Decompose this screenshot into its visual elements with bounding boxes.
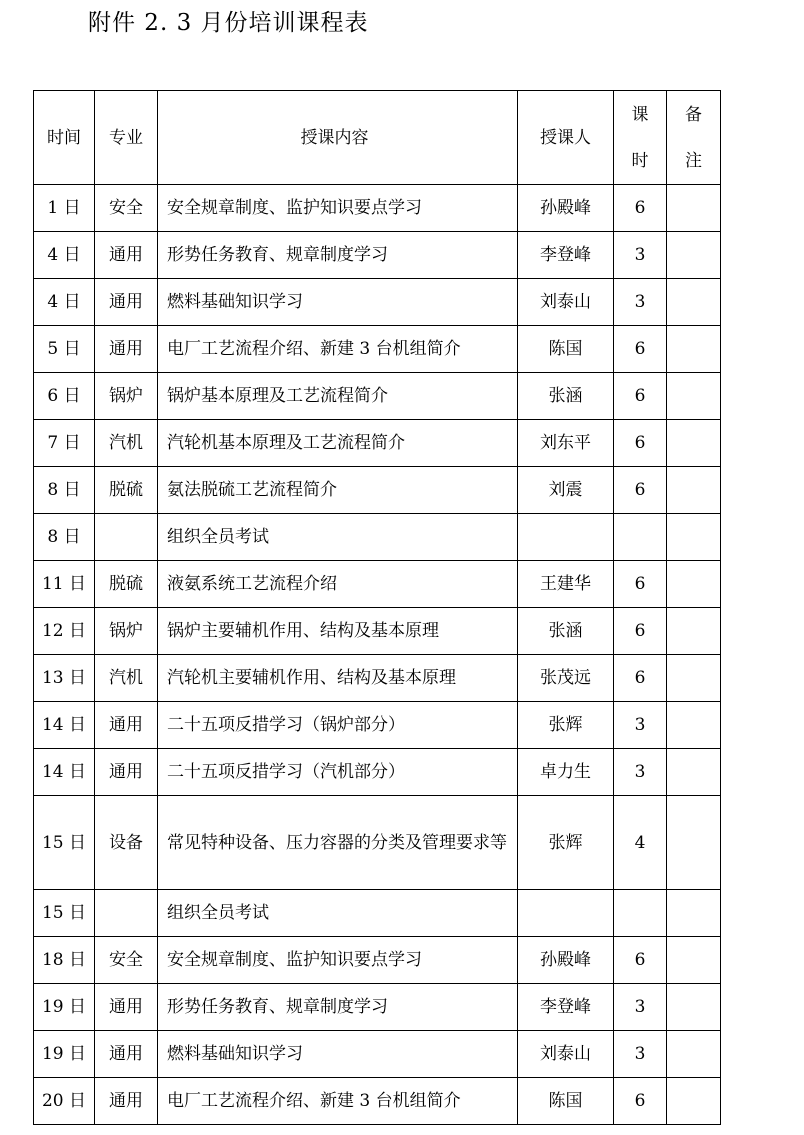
cell-time: 13 日	[34, 655, 95, 702]
cell-teacher: 陈国	[518, 1078, 614, 1125]
cell-major: 通用	[95, 279, 158, 326]
cell-content: 燃料基础知识学习	[158, 1031, 518, 1078]
cell-major	[95, 514, 158, 561]
cell-major: 安全	[95, 937, 158, 984]
cell-content: 形势任务教育、规章制度学习	[158, 232, 518, 279]
cell-teacher: 张辉	[518, 796, 614, 890]
cell-content: 氨法脱硫工艺流程简介	[158, 467, 518, 514]
cell-hours	[614, 514, 667, 561]
cell-teacher: 刘泰山	[518, 279, 614, 326]
cell-content: 组织全员考试	[158, 890, 518, 937]
cell-teacher: 孙殿峰	[518, 185, 614, 232]
cell-remark	[667, 514, 721, 561]
cell-time: 1 日	[34, 185, 95, 232]
cell-remark	[667, 467, 721, 514]
cell-remark	[667, 561, 721, 608]
cell-teacher	[518, 890, 614, 937]
cell-time: 11 日	[34, 561, 95, 608]
header-major: 专业	[95, 91, 158, 185]
cell-major: 设备	[95, 796, 158, 890]
cell-remark	[667, 890, 721, 937]
header-hours	[614, 91, 667, 185]
cell-hours: 6	[614, 467, 667, 514]
cell-teacher: 李登峰	[518, 232, 614, 279]
cell-major: 脱硫	[95, 467, 158, 514]
cell-major: 通用	[95, 232, 158, 279]
table-row	[34, 890, 721, 937]
cell-hours: 3	[614, 1031, 667, 1078]
table-row	[34, 984, 721, 1031]
cell-remark	[667, 1031, 721, 1078]
cell-teacher: 刘东平	[518, 420, 614, 467]
cell-major	[95, 890, 158, 937]
header-remark	[667, 91, 721, 185]
cell-time: 4 日	[34, 279, 95, 326]
cell-major: 安全	[95, 185, 158, 232]
cell-remark	[667, 1078, 721, 1125]
cell-teacher	[518, 514, 614, 561]
table-row	[34, 1078, 721, 1125]
cell-content: 安全规章制度、监护知识要点学习	[158, 937, 518, 984]
header-content: 授课内容	[158, 91, 518, 185]
header-hours-line-1: 课	[631, 104, 649, 125]
cell-content: 形势任务教育、规章制度学习	[158, 984, 518, 1031]
training-schedule-table	[33, 90, 721, 1125]
cell-time: 15 日	[34, 890, 95, 937]
cell-hours: 6	[614, 420, 667, 467]
cell-content	[158, 796, 518, 890]
cell-time: 14 日	[34, 702, 95, 749]
cell-hours: 6	[614, 326, 667, 373]
cell-teacher: 张涵	[518, 608, 614, 655]
cell-teacher: 刘泰山	[518, 1031, 614, 1078]
cell-major: 通用	[95, 326, 158, 373]
document-title: 附件 2. 3 月份培训课程表	[88, 10, 369, 36]
header-remark-line-2: 注	[685, 150, 702, 171]
header-teacher: 授课人	[518, 91, 614, 185]
cell-major: 汽机	[95, 420, 158, 467]
cell-content: 汽轮机主要辅机作用、结构及基本原理	[158, 655, 518, 702]
cell-remark	[667, 749, 721, 796]
cell-remark	[667, 937, 721, 984]
cell-remark	[667, 702, 721, 749]
cell-remark	[667, 796, 721, 890]
cell-content: 燃料基础知识学习	[158, 279, 518, 326]
cell-major: 锅炉	[95, 608, 158, 655]
cell-hours: 3	[614, 984, 667, 1031]
cell-teacher: 陈国	[518, 326, 614, 373]
cell-major: 通用	[95, 702, 158, 749]
cell-remark	[667, 608, 721, 655]
cell-remark	[667, 279, 721, 326]
cell-hours: 3	[614, 232, 667, 279]
cell-content: 组织全员考试	[158, 514, 518, 561]
table-row	[34, 514, 721, 561]
cell-hours	[614, 890, 667, 937]
cell-major: 通用	[95, 1031, 158, 1078]
table-row	[34, 749, 721, 796]
cell-time: 4 日	[34, 232, 95, 279]
cell-content: 电厂工艺流程介绍、新建 3 台机组简介	[158, 1078, 518, 1125]
cell-hours: 4	[614, 796, 667, 890]
cell-remark	[667, 373, 721, 420]
cell-hours: 6	[614, 373, 667, 420]
cell-time: 8 日	[34, 467, 95, 514]
table-row	[34, 232, 721, 279]
header-time: 时间	[34, 91, 95, 185]
cell-content: 汽轮机基本原理及工艺流程简介	[158, 420, 518, 467]
table-row	[34, 420, 721, 467]
cell-content: 安全规章制度、监护知识要点学习	[158, 185, 518, 232]
cell-teacher: 刘震	[518, 467, 614, 514]
cell-teacher: 王建华	[518, 561, 614, 608]
table-row	[34, 279, 721, 326]
cell-time: 6 日	[34, 373, 95, 420]
cell-hours: 3	[614, 702, 667, 749]
cell-teacher: 张辉	[518, 702, 614, 749]
table-body	[34, 185, 721, 1125]
table-row	[34, 373, 721, 420]
cell-major: 锅炉	[95, 373, 158, 420]
cell-remark	[667, 326, 721, 373]
cell-teacher: 孙殿峰	[518, 937, 614, 984]
cell-time: 19 日	[34, 984, 95, 1031]
cell-remark	[667, 232, 721, 279]
cell-time: 14 日	[34, 749, 95, 796]
cell-major: 通用	[95, 1078, 158, 1125]
cell-content: 锅炉主要辅机作用、结构及基本原理	[158, 608, 518, 655]
table-row	[34, 937, 721, 984]
table-row	[34, 561, 721, 608]
table-row	[34, 702, 721, 749]
cell-content: 液氨系统工艺流程介绍	[158, 561, 518, 608]
cell-time: 20 日	[34, 1078, 95, 1125]
cell-teacher: 张茂远	[518, 655, 614, 702]
cell-major: 汽机	[95, 655, 158, 702]
cell-teacher: 张涵	[518, 373, 614, 420]
cell-hours: 3	[614, 749, 667, 796]
cell-remark	[667, 420, 721, 467]
cell-time: 7 日	[34, 420, 95, 467]
cell-major: 脱硫	[95, 561, 158, 608]
cell-content: 二十五项反措学习（锅炉部分）	[158, 702, 518, 749]
table-row	[34, 1031, 721, 1078]
cell-time: 15 日	[34, 796, 95, 890]
table-row	[34, 796, 721, 890]
table-row	[34, 326, 721, 373]
cell-remark	[667, 655, 721, 702]
table-row	[34, 467, 721, 514]
cell-remark	[667, 984, 721, 1031]
table-header-row	[34, 91, 721, 185]
cell-content: 锅炉基本原理及工艺流程简介	[158, 373, 518, 420]
cell-teacher: 卓力生	[518, 749, 614, 796]
cell-hours: 6	[614, 655, 667, 702]
table-row	[34, 608, 721, 655]
cell-time: 19 日	[34, 1031, 95, 1078]
cell-content-text: 常见特种设备、压力容器的分类及管理要求等	[167, 832, 507, 853]
cell-time: 18 日	[34, 937, 95, 984]
cell-content: 电厂工艺流程介绍、新建 3 台机组简介	[158, 326, 518, 373]
cell-hours: 6	[614, 937, 667, 984]
cell-major: 通用	[95, 984, 158, 1031]
cell-content: 二十五项反措学习（汽机部分）	[158, 749, 518, 796]
table-row	[34, 655, 721, 702]
cell-hours: 6	[614, 185, 667, 232]
cell-hours: 6	[614, 608, 667, 655]
cell-teacher: 李登峰	[518, 984, 614, 1031]
header-hours-line-2: 时	[631, 150, 649, 171]
cell-time: 12 日	[34, 608, 95, 655]
header-remark-line-1: 备	[685, 104, 702, 125]
cell-hours: 6	[614, 561, 667, 608]
cell-time: 8 日	[34, 514, 95, 561]
table-row	[34, 185, 721, 232]
cell-major: 通用	[95, 749, 158, 796]
cell-hours: 6	[614, 1078, 667, 1125]
cell-hours: 3	[614, 279, 667, 326]
cell-remark	[667, 185, 721, 232]
cell-time: 5 日	[34, 326, 95, 373]
